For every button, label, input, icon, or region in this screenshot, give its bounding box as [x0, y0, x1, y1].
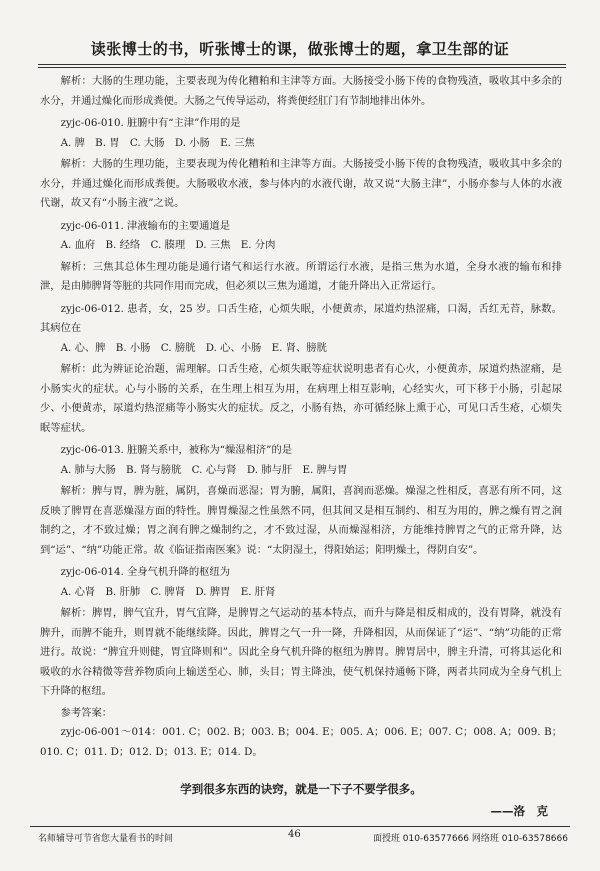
answer-options: A. 心、脾 B. 小肠 C. 膀胱 D. 心、小肠 E. 肾、膀胱: [60, 341, 327, 354]
answer-key: zyjc-06-001～014：001. C；002. B；003. B；004. E；005. A；006. E；007. C；008. A；009. B；010. C；011. D；012. D；013. E；014. D。: [40, 726, 562, 758]
question-stem: zyjc-06-014. 全身气机升降的枢纽为: [60, 566, 231, 578]
answer-options: A. 血府 B. 经络 C. 腠理 D. 三焦 E. 分肉: [60, 239, 276, 251]
content-body: [40, 72, 562, 762]
header-rule: [38, 64, 566, 65]
analysis-paragraph: 解析：大肠的生理功能，主要表现为传化糟粕和主津等方面。大肠接受小肠下传的食物残渣，吸收其中多余的水分，并通过燥化而形成粪便。大肠吸收水液，参与体内的水液代谢，故又说“大肠主津”，小肠亦参与人体的水液代谢，故又有“小肠主液”之说。: [40, 158, 562, 209]
page-number: 46: [288, 829, 301, 840]
question-stem: zyjc-06-012. 患者，女，25 岁。口舌生疮，心烦失眠，小便黄赤，尿道灼热涩痛，口渴，舌红无苔，脉数。其病位在: [40, 302, 562, 334]
question-stem: zyjc-06-010. 脏腑中有“主津”作用的是: [60, 117, 241, 129]
footer-slogan: 名师辅导可节省您大量看书的时间: [38, 834, 174, 844]
footer-contact: 面授班 010-63577666 网络班 010-63578666: [372, 834, 568, 844]
analysis-paragraph: 解析：脾与胃，脾为脏，属阴，喜燥而恶湿；胃为腑，属阳，喜润而恶燥。燥湿之性相反，喜恶有所不同，这反映了脾胃在喜恶燥湿方面的特性。脾胃燥湿之性虽然不同，但其间又是相互制约、相互为用的，脾之燥有胃之润制约之，才不致过燥；胃之润有脾之燥制约之，才不致过湿，从而燥湿相济，方能维持脾胃之气的正常升降，达到“运”、“纳”功能正常。故《临证指南医案》说：“太阴湿土，得阳始运；阳明燥土，得阴自安”。: [40, 485, 562, 556]
motto-author: ——洛 克: [490, 804, 548, 818]
answer-key-heading: 参考答案：: [60, 706, 113, 719]
answer-options: A. 肺与大肠 B. 肾与膀胱 C. 心与肾 D. 肺与肝 E. 脾与胃: [60, 463, 348, 476]
question-stem: zyjc-06-013. 脏腑关系中，被称为“燥湿相济”的是: [60, 444, 293, 456]
analysis-paragraph: 解析：三焦其总体生理功能是通行诸气和运行水液。所谓运行水液，是指三焦为水道，全身水液的输布和排泄，是由肺脾肾等脏的共同作用而完成，但必须以三焦为通道，才能升降出入正常运行。: [40, 260, 562, 292]
answer-options: A. 心肾 B. 肝肺 C. 脾肾 D. 脾胃 E. 肝肾: [60, 585, 276, 598]
analysis-paragraph: 解析：大肠的生理功能，主要表现为传化糟粕和主津等方面。大肠接受小肠下传的食物残渣，吸收其中多余的水分，并通过燥化而形成粪便。大肠之气传导运动，将粪便经肛门有节制地排出体外。: [40, 75, 562, 107]
motto-quote: 学到很多东西的诀窍，就是一下子不要学很多。: [180, 782, 422, 796]
analysis-paragraph: 解析：此为辨证论治题，需理解。口舌生疮，心烦失眠等症状说明患者有心火，小便黄赤，尿道灼热涩痛，是小肠实火的症状。心与小肠的关系，在生理上相互为用，在病理上相互影响，心经实火，可下移于小肠，引起尿少、小便黄赤，尿道灼热涩痛等小肠实火的症状。反之，小肠有热，亦可循经脉上熏于心，可见口舌生疮，心烦失眠等症状。: [40, 363, 562, 434]
header-rule-thin: [38, 67, 566, 68]
page-header-title: 读张博士的书，听张博士的课，做张博士的题，拿卫生部的证: [90, 40, 510, 58]
question-stem: zyjc-06-011. 津液输布的主要通道是: [60, 219, 231, 232]
footer-rule: [30, 826, 570, 827]
analysis-paragraph: 解析：脾胃，脾气宜升，胃气宜降，是脾胃之气运动的基本特点，而升与降是相反相成的，没有胃降，就没有脾升，而脾不能升，则胃就不能继续降。因此，脾胃之气一升一降，升降相因，从而保证了“运”、“纳”功能的正常进行。故说：“脾宜升则健，胃宜降则和”。因此全身气机升降的枢纽为脾胃。脾胃居中，脾主升清，可将其运化和吸收的水谷精微等营养物质向上输送至心、肺，头目；胃主降浊，使气机保持通畅下降，两者共同成为全身气机上下升降的枢纽。: [40, 607, 562, 697]
answer-options: A. 脾 B. 胃 C. 大肠 D. 小肠 E. 三焦: [60, 136, 255, 149]
